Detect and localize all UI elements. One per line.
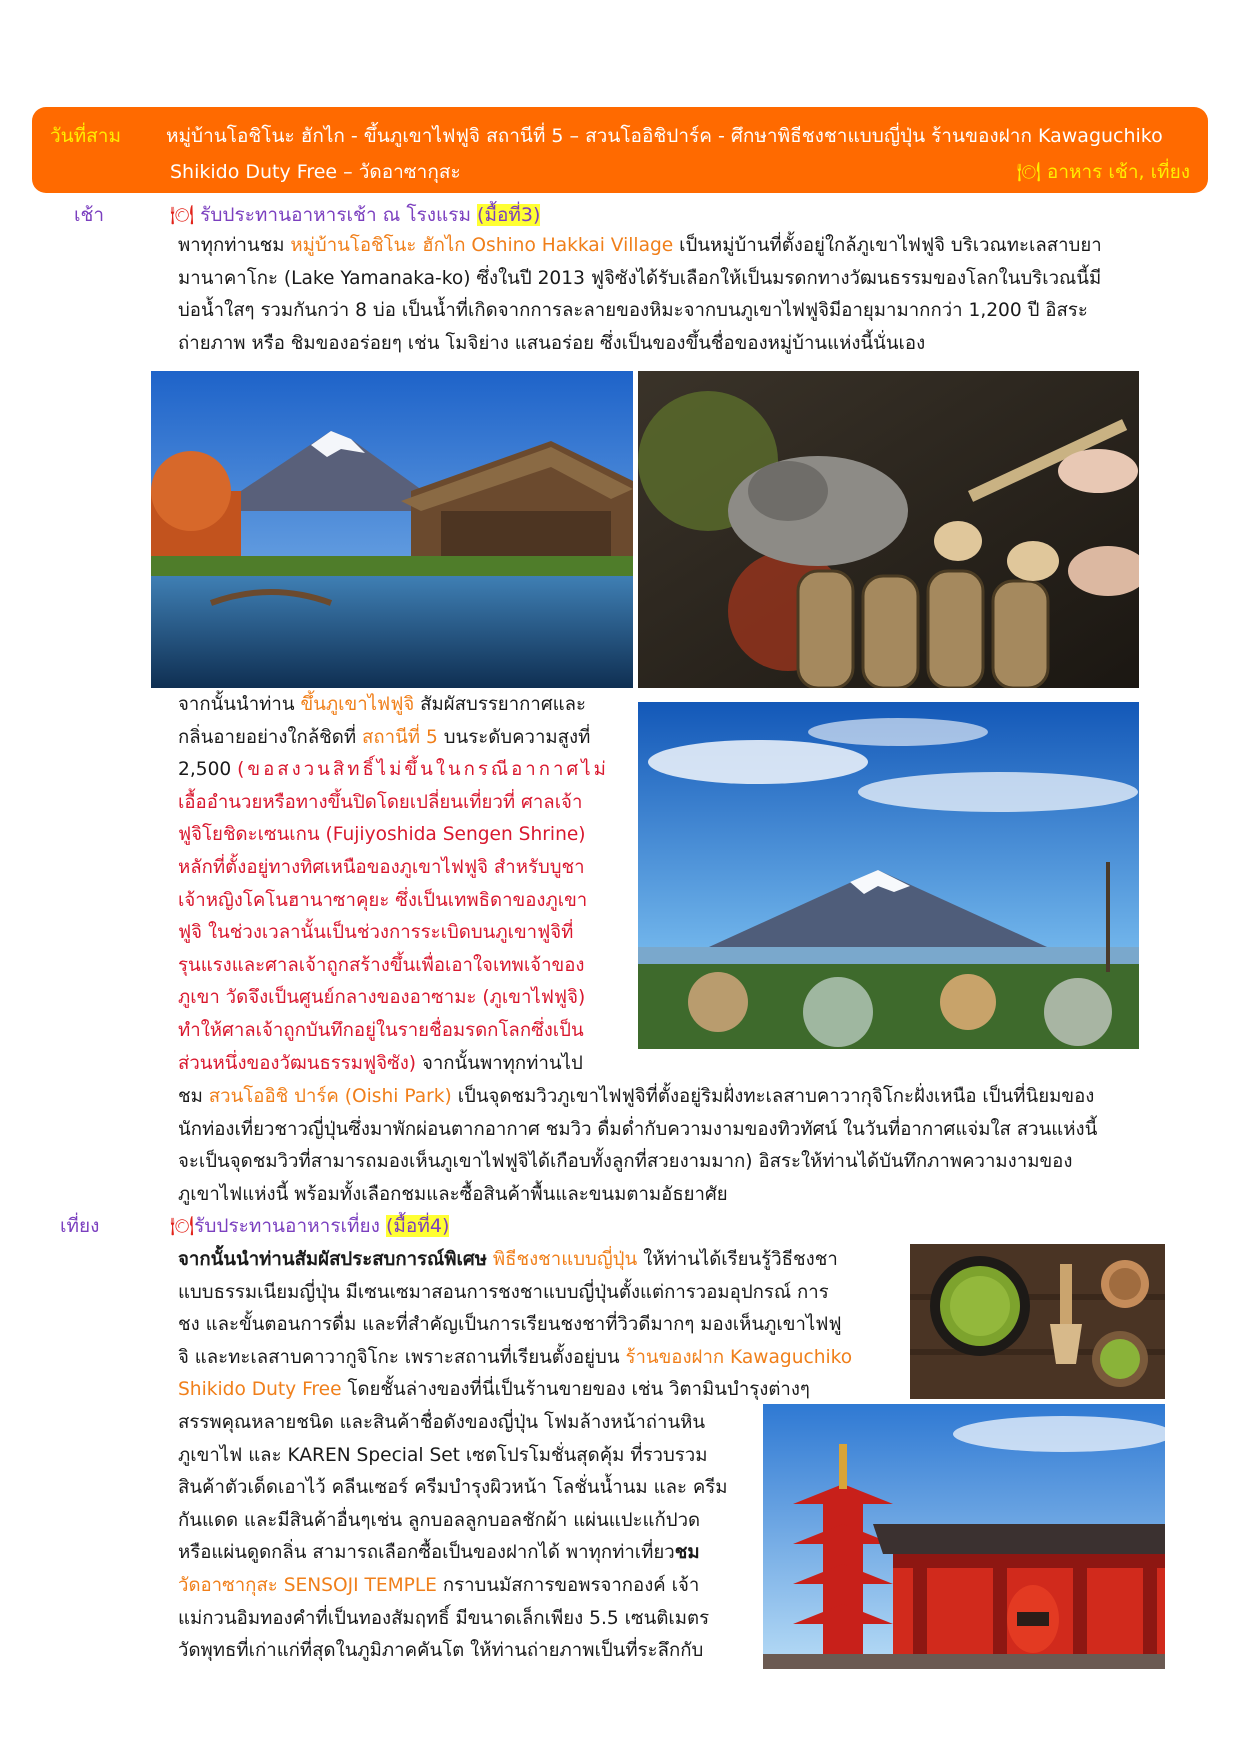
text: ชม (674, 1542, 700, 1564)
text: นักท่องเที่ยวชาวญี่ปุ่นซึ่งมาพักผ่อนตากอากาศ ชมวิว ดื่มด่ำกับความงามของทิวทัศน์ ในวันที่อากาศแจ่มใส สวนแห่งนี้ (178, 1118, 1098, 1140)
morning-meal-text: รับประทานอาหารเช้า ณ โรงแรม (194, 204, 478, 226)
sensoji-temple-link: วัดอาซากุสะ SENSOJI TEMPLE (178, 1574, 437, 1596)
fuji-station-paragraph (178, 689, 609, 1080)
oshino-paragraph (178, 230, 1102, 360)
day-title-line2: Shikido Duty Free – วัดอาซากุสะ (170, 161, 461, 183)
warning-text: ส่วนหนึ่งของวัฒนธรรมฟูจิซัง) (178, 1052, 417, 1074)
text: ชม (178, 1086, 209, 1107)
text: บนระดับความสูงที่ (437, 726, 591, 748)
mount-fuji-link: ขึ้นภูเขาไฟฟูจิ (300, 694, 415, 715)
text: 2,500 (178, 759, 238, 781)
noon-meal-line (170, 1211, 449, 1241)
day-title-line1: หมู่บ้านโอชิโนะ ฮักไก - ขึ้นภูเขาไฟฟูจิ สถานีที่ 5 – สวนโออิชิปาร์ค - ศึกษาพิธีชงชาแบบญี่ปุ่น ร้านของฝาก Kawaguchiko (166, 125, 1163, 147)
day-meals: 🍽 อาหาร เช้า, เที่ยง (1016, 161, 1190, 183)
fifth-station-link: สถานีที่ 5 (362, 726, 438, 748)
dragon-fountain-photo (638, 371, 1139, 688)
morning-meal-count: (มื้อที่3) (477, 204, 541, 226)
text: สัมผัสบรรยากาศและ (414, 694, 587, 715)
text: แม่กวนอิมทองคำที่เป็นทองสัมฤทธิ์ มีขนาดเล็กเพียง 5.5 เซนติเมตร (178, 1607, 710, 1629)
text: โดยชั้นล่างของที่นี่เป็นร้านขายของ เช่น วิตามินบำรุงต่างๆ (341, 1379, 810, 1401)
dish-icon: 🍽 (170, 1215, 195, 1237)
warning-text: ภูเขา วัดจึงเป็นศูนย์กลางของอาซามะ (ภูเขาไฟฟูจิ) (178, 987, 586, 1009)
text: ชง และขั้นตอนการดื่ม และที่สำคัญเป็นการเรียนชงชาที่วิวดีมากๆ มองเห็นภูเขาไฟฟู (178, 1314, 842, 1336)
text: ภูเขาไฟ และ KAREN Special Set เซตโปรโมชั่นสุดคุ้ม ที่รวบรวม (178, 1444, 708, 1466)
text: สินค้าตัวเด็ดเอาไว้ คลีนเซอร์ ครีมบำรุงผิวหน้า โลชั่นน้ำนม และ ครีม (178, 1477, 728, 1499)
morning-meal-line (170, 200, 540, 230)
text: บ่อน้ำใสๆ รวมกันกว่า 8 บ่อ เป็นน้ำที่เกิดจากการละลายของหิมะจากบนภูเขาไฟฟูจิมีอายุมามากกว่า 1,200 ปี อิสระ (178, 300, 1088, 322)
souvenir-shop-link: ร้านของฝาก Kawaguchiko (625, 1346, 853, 1368)
warning-text: เอื้ออำนวยหรือทางขึ้นปิดโดยเปลี่ยนเที่ยวที่ ศาลเจ้า (178, 791, 583, 813)
text: เป็นหมู่บ้านที่ตั้งอยู่ใกล้ภูเขาไฟฟูจิ บริเวณทะเลสาบยา (673, 235, 1102, 256)
text: ภูเขาไฟแห่งนี้ พร้อมทั้งเลือกชมและซื้อสินค้าพื้นและขนมตามอัธยาศัย (178, 1183, 728, 1205)
text: ถ่ายภาพ หรือ ชิมของอร่อยๆ เช่น โมจิย่าง แสนอร่อย ซึ่งเป็นของขึ้นชื่อของหมู่บ้านแห่งนี้นั่นเอง (178, 332, 926, 354)
text: กลิ่นอายอย่างใกล้ชิดที่ (178, 726, 363, 748)
text: วัดพุทธที่เก่าแก่ที่สุดในภูมิภาคคันโต ให้ท่านถ่ายภาพเป็นที่ระลึกกับ (178, 1640, 704, 1662)
day-label: วันที่สาม (50, 125, 121, 147)
text: เป็นจุดชมวิวภูเขาไฟฟูจิที่ตั้งอยู่ริมฝั่งทะเลสาบคาวากุจิโกะฝั่งเหนือ เป็นที่นิยมของ (451, 1086, 1095, 1107)
warning-text: ฟูจิ ในช่วงเวลานั้นเป็นช่วงการระเบิดบนภูเขาฟูจิที่ (178, 922, 574, 944)
text: ให้ท่านได้เรียนรู้วิธีชงชา (637, 1249, 838, 1270)
morning-time-label: เช้า (74, 204, 105, 226)
day-banner (32, 107, 1208, 193)
text: จากนั้นพาทุกท่านไป (416, 1052, 583, 1074)
warning-text: ฟูจิโยชิดะเซนเกน (Fujiyoshida Sengen Shrine) (178, 824, 586, 846)
text: กราบนมัสการขอพรจากองค์ เจ้า (436, 1574, 700, 1596)
text: จิ และทะเลสาบคาวากูจิโกะ เพราะสถานที่เรียนตั้งอยู่บน (178, 1346, 626, 1368)
noon-meal-count: (มื้อที่4) (386, 1215, 450, 1237)
warning-text: หลักที่ตั้งอยู่ทางทิศเหนือของภูเขาไฟฟูจิ สำหรับบูชา (178, 856, 585, 878)
warning-text: (ขอสงวนสิทธิ์ไม่ขึ้นในกรณีอากาศไม่ (237, 759, 609, 781)
text: หรือแผ่นดูดกลิ่น สามารถเลือกซื้อเป็นของฝากได้ พาทุกท่าเที่ยว (178, 1542, 675, 1564)
oishi-park-link: สวนโออิชิ ปาร์ค (Oishi Park) (208, 1086, 452, 1107)
noon-time-label: เที่ยง (60, 1215, 100, 1237)
souvenir-shop-link: Shikido Duty Free (178, 1379, 342, 1401)
text: กันแดด และมีสินค้าอื่นๆเช่น ลูกบอลลูกบอลชักผ้า แผ่นแปะแก้ปวด (178, 1509, 701, 1531)
text: จากนั้นนำท่านสัมผัสประสบการณ์พิเศษ (178, 1249, 487, 1270)
text: พาทุกท่านชม (178, 235, 291, 256)
sensoji-temple-photo (763, 1404, 1165, 1669)
oishi-park-paragraph (178, 1081, 1097, 1211)
matcha-tea-photo (910, 1244, 1165, 1399)
warning-text: เจ้าหญิงโคโนฮานาซาคุยะ ซึ่งเป็นเทพธิดาของภูเขา (178, 889, 588, 911)
text: จะเป็นจุดชมวิวที่สามารถมองเห็นภูเขาไฟฟูจิได้เกือบทั้งลูกที่สวยงามมาก) อิสระให้ท่านได้บันทึกภาพความงามของ (178, 1151, 1073, 1173)
text: แบบธรรมเนียมญี่ปุ่น มีเซนเซมาสอนการชงชาแบบญี่ปุ่นตั้งแต่การวอมอุปกรณ์ การ (178, 1281, 829, 1303)
oshino-hakkai-link: หมู่บ้านโอชิโนะ ฮักไก Oshino Hakkai Village (290, 235, 674, 256)
mount-fuji-photo (638, 702, 1139, 1049)
warning-text: ทำให้ศาลเจ้าถูกบันทึกอยู่ในรายชื่อมรดกโลกซึ่งเป็น (178, 1019, 584, 1041)
oshino-village-photo (151, 371, 633, 688)
text: มานาคาโกะ (Lake Yamanaka-ko) ซึ่งในปี 2013 ฟูจิซังได้รับเลือกให้เป็นมรดกทางวัฒนธรรมของโลกในบริเวณนี้มี (178, 267, 1102, 289)
tea-ceremony-paragraph (178, 1244, 852, 1668)
warning-text: รุนแรงและศาลเจ้าถูกสร้างขึ้นเพื่อเอาใจเทพเจ้าของ (178, 954, 585, 976)
dish-icon: 🍽 (170, 204, 195, 226)
text: สรรพคุณหลายชนิด และสินค้าชื่อดังของญี่ปุ่น โฟมล้างหน้าถ่านหิน (178, 1411, 706, 1433)
tea-ceremony-link: พิธีชงชาแบบญี่ปุ่น (486, 1249, 638, 1270)
text: จากนั้นนำท่าน (178, 694, 301, 715)
noon-meal-text: รับประทานอาหารเที่ยง (194, 1215, 386, 1237)
